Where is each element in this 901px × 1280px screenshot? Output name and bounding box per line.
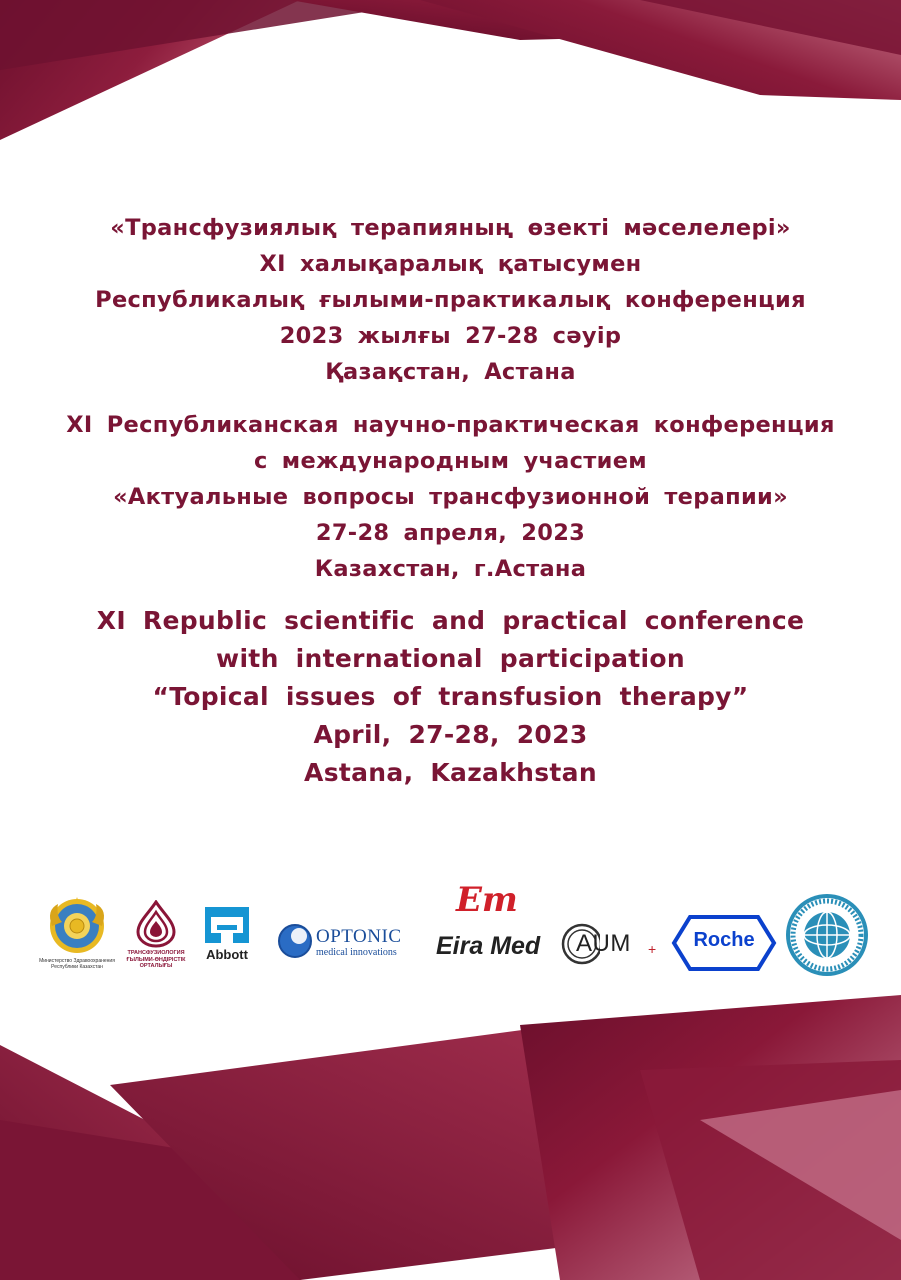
eira-med-logo xyxy=(436,880,552,968)
ru-line-5: Казахстан, г.Астана xyxy=(314,556,587,582)
kz-line-1: «Трансфузиялық терапияның өзекті мәселелері» xyxy=(110,215,791,241)
association-seal-icon xyxy=(784,892,870,978)
en-line-5: Astana, Kazakhstan xyxy=(304,758,597,787)
optonic-name: OPTONIC xyxy=(316,926,402,947)
blood-drop-icon xyxy=(118,900,194,948)
kz-line-4: 2023 жылғы 27-28 сәуір xyxy=(279,323,622,349)
abbott-logo xyxy=(199,903,255,965)
roche-logo xyxy=(670,913,778,973)
optonic-logo xyxy=(276,922,421,962)
kz-line-5: Қазақстан, Астана xyxy=(325,359,576,385)
en-line-1: XI Republic scientific and practical conference xyxy=(96,606,805,635)
state-emblem-icon xyxy=(38,896,116,958)
transfusiology-center-logo xyxy=(118,900,194,976)
ru-line-1: XI Республиканская научно-практическая конференция xyxy=(66,412,835,438)
optonic-tagline: medical innovations xyxy=(316,947,397,958)
kz-line-2: XI халықаралық қатысумен xyxy=(259,251,642,277)
ru-line-2: с международным участием xyxy=(254,448,647,474)
medical-association-logo xyxy=(784,892,870,978)
en-line-2: with international participation xyxy=(216,644,685,673)
en-line-3: “Topical issues of transfusion therapy” xyxy=(152,682,749,711)
kazakh-text-block xyxy=(0,210,901,390)
aum-name: AUM xyxy=(576,930,631,957)
optonic-globe-icon xyxy=(276,922,314,960)
abbott-mark-icon xyxy=(199,903,255,947)
ministry-logo xyxy=(38,896,116,976)
russian-text-block xyxy=(0,407,901,587)
kz-line-3: Республикалық ғылыми-практикалық конференция xyxy=(95,287,806,313)
en-line-4: April, 27-28, 2023 xyxy=(313,720,588,749)
aum-plus: + xyxy=(648,941,657,957)
transfusiology-caption: ТРАНСФУЗИОЛОГИЯ ҒЫЛЫМИ-ӨНДІРІСТІК ОРТАЛЫҒЫ xyxy=(126,950,186,969)
abbott-name: Abbott xyxy=(206,947,248,962)
eira-mark: Em xyxy=(456,880,518,920)
eira-name: Eira Med xyxy=(436,932,541,960)
ministry-caption: Министерство Здравоохранения Республики Казахстан xyxy=(39,958,115,970)
ru-line-4: 27-28 апреля, 2023 xyxy=(315,520,586,546)
aum-logo xyxy=(560,920,664,970)
roche-name: Roche xyxy=(693,929,755,951)
english-text-block xyxy=(0,602,901,792)
ru-line-3: «Актуальные вопросы трансфузионной терапии» xyxy=(113,484,788,510)
